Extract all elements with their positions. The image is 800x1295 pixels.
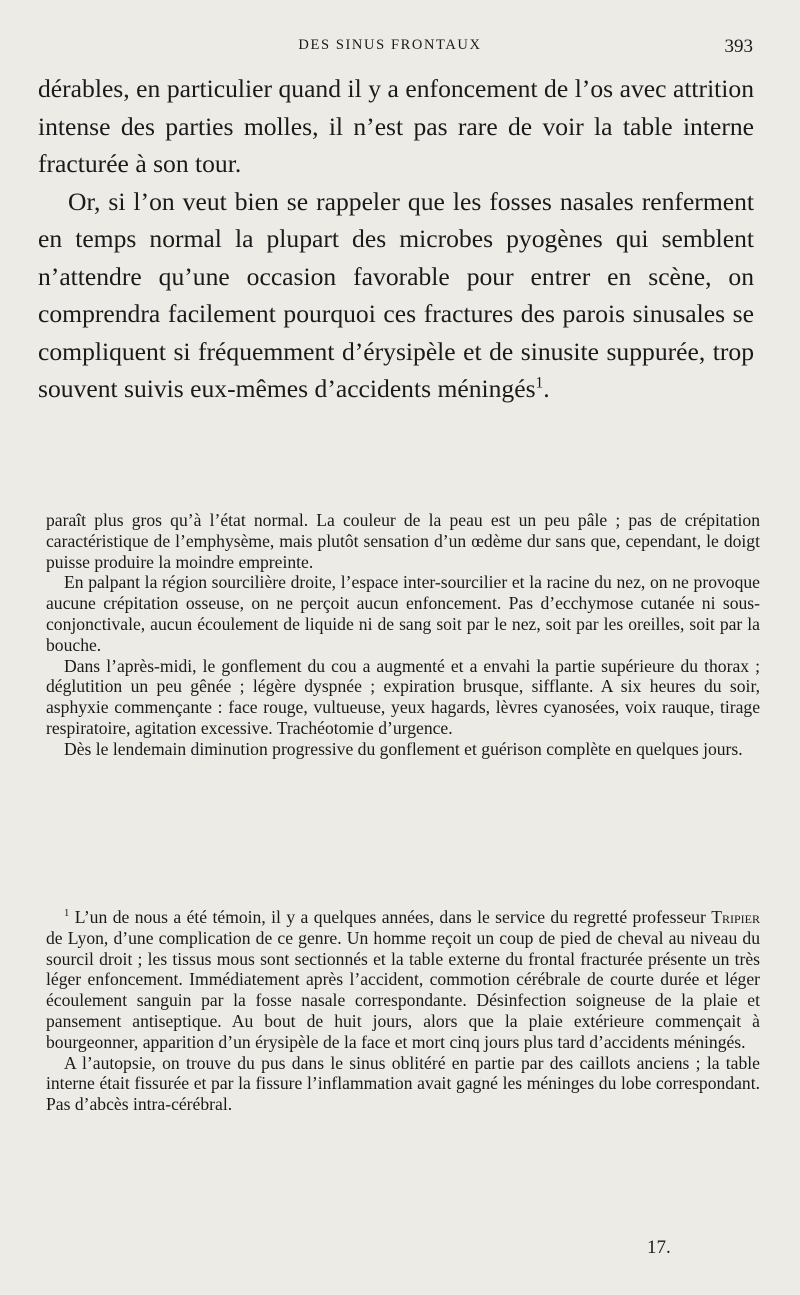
- main-paragraph-2-end: .: [543, 374, 550, 403]
- footnote-marker: 1: [64, 908, 70, 920]
- main-paragraph-2-text: Or, si l’on veut bien se rappeler que les fosses nasales renferment en temps normal la plupart des microbes pyogènes qui semblent n’attendre qu’une occasion favorable pour entrer en scène, on comprendra facilement pourquoi ces fractures des parois sinusales se compliquent si fréquemment d’érysipèle et de sinusite suppurée, trop souvent suivis eux-mêmes d’accidents méningés: [38, 186, 754, 403]
- footnote-reference: 1: [535, 374, 544, 392]
- footnote-paragraph-1: [46, 907, 760, 1053]
- observation-paragraph: paraît plus gros qu’à l’état normal. La couleur de la peau est un peu pâle ; pas de crépitation caractéristique de l’emphysème, mais plutôt sensation d’un œdème dur sans que, cependant, le doigt puisse produire la moindre empreinte.: [46, 510, 760, 572]
- running-title: DES SINUS FRONTAUX: [298, 37, 482, 53]
- signature-mark: 17.: [647, 1237, 671, 1258]
- main-text: [38, 70, 754, 408]
- footnote: [46, 907, 760, 1115]
- page-number: 393: [724, 36, 753, 57]
- observation-text: [46, 510, 760, 760]
- main-paragraph-1: dérables, en particulier quand il y a enfoncement de l’os avec attrition intense des parties molles, il n’est pas rare de voir la table interne fracturée à son tour.: [38, 74, 754, 178]
- observation-paragraph: Dans l’après-midi, le gonflement du cou a augmenté et a envahi la partie supérieure du thorax ; déglutition un peu gênée ; légère dyspnée ; expiration brusque, sifflante. A six heures du soir, asphyxie commençante : face rouge, vultueuse, yeux hagards, lèvres cyanosées, voix rauque, tirage respiratoire, agitation excessive. Trachéotomie d’urgence.: [46, 655, 760, 738]
- footnote-person-name: Tripier: [711, 907, 760, 927]
- footnote-text-after-name: de Lyon, d’une complication de ce genre. Un homme reçoit un coup de pied de cheval au niveau du sourcil droit ; les tissus mous sont sectionnés et la table externe du frontal fracturée présente un très léger enfoncement. Immédiatement après l’accident, commotion cérébrale de courte durée et léger écoulement sanguin par la fosse nasale correspondante. Désinfection soigneuse de la plaie et pansement antiseptique. Au bout de huit jours, alors que la plaie extérieure commençait à bourgeonner, apparition d’un érysipèle de la face et mort cinq jours plus tard d’accidents méningés.: [46, 927, 760, 1052]
- footnote-text-before-name: L’un de nous a été témoin, il y a quelques années, dans le service du regretté professeur: [69, 907, 712, 927]
- observation-paragraph: En palpant la région sourcilière droite, l’espace inter-sourcilier et la racine du nez, on ne provoque aucune crépitation osseuse, on ne perçoit aucun enfoncement. Pas d’ecchymose cutanée ni sous-conjonctivale, aucun écoulement de liquide ni de sang soit par le nez, soit par les oreilles, soit par la bouche.: [46, 572, 760, 655]
- main-paragraph-2: [38, 183, 754, 408]
- footnote-paragraph-2: A l’autopsie, on trouve du pus dans le sinus oblitéré en partie par des caillots anciens ; la table interne était fissurée et par la fissure l’inflammation avait gagné les méninges du lobe correspondant. Pas d’abcès intra-cérébral.: [46, 1052, 760, 1115]
- observation-paragraph: Dès le lendemain diminution progressive du gonflement et guérison complète en quelques jours.: [64, 738, 743, 759]
- running-head: [0, 36, 800, 58]
